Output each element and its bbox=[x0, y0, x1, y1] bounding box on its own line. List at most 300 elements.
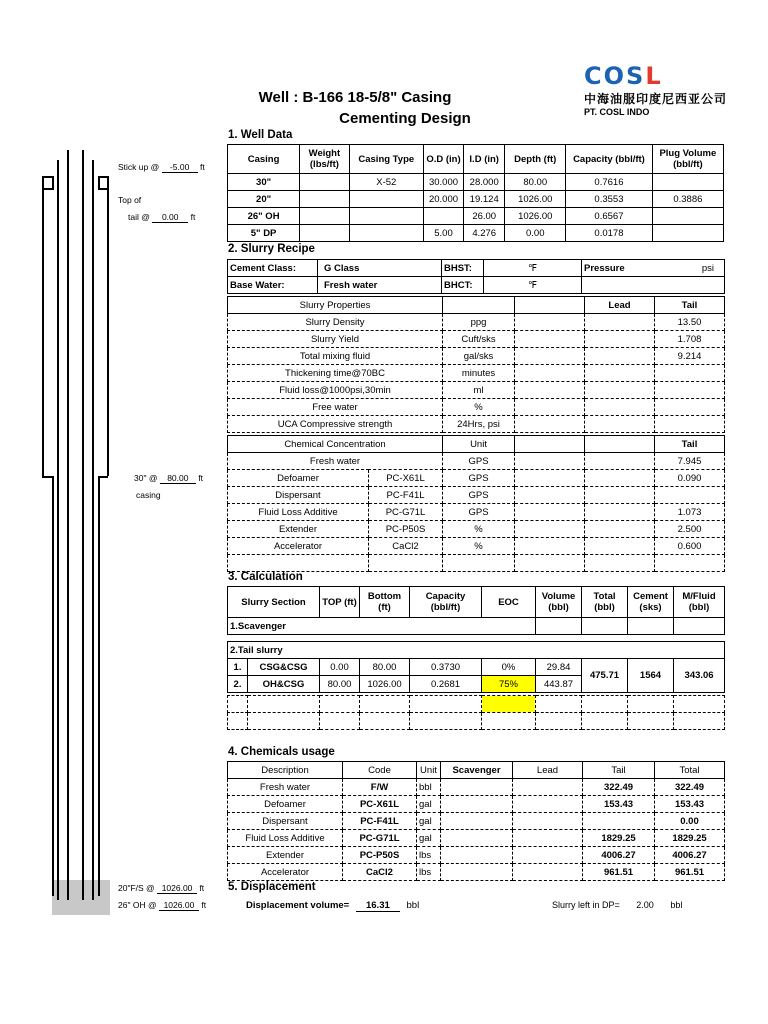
table-cell bbox=[515, 365, 585, 382]
pressure-cell bbox=[582, 260, 725, 277]
table-cell: PC-X61L bbox=[369, 470, 443, 487]
table-cell: 1026.00 bbox=[360, 676, 410, 693]
table-cell: Fluid Loss Additive bbox=[228, 830, 343, 847]
table-cell bbox=[582, 277, 725, 294]
col-header-capacity: Capacity (bbl/ft) bbox=[410, 587, 482, 618]
table-cell: Fluid loss@1000psi,30min bbox=[228, 382, 443, 399]
table-cell bbox=[585, 348, 655, 365]
table-cell: 0.7616 bbox=[566, 174, 653, 191]
table-header: Tail bbox=[655, 436, 725, 453]
table-cell: lbs bbox=[417, 847, 441, 864]
table-cell bbox=[655, 399, 725, 416]
table-cell: 1829.25 bbox=[583, 830, 655, 847]
section-well-data: 1. Well Data bbox=[228, 129, 293, 141]
well-data-header-row bbox=[228, 145, 724, 174]
table-header: Lead bbox=[585, 297, 655, 314]
table-cell: 13.50 bbox=[655, 314, 725, 331]
table-cell: 153.43 bbox=[655, 796, 725, 813]
table-cell: 29.84 bbox=[536, 659, 582, 676]
displacement-volume-unit: bbl bbox=[406, 900, 420, 911]
table-cell: 961.51 bbox=[655, 864, 725, 881]
table-cell: 9.214 bbox=[655, 348, 725, 365]
table-row bbox=[228, 830, 725, 847]
table-row bbox=[228, 659, 725, 676]
table-cell bbox=[515, 504, 585, 521]
col-header-casing: Casing bbox=[228, 145, 300, 174]
table-cell: 4.276 bbox=[464, 225, 505, 242]
table-cell bbox=[628, 713, 674, 730]
bhst-label: BHST: bbox=[442, 260, 484, 277]
table-cell bbox=[410, 713, 482, 730]
table-cell: 7.945 bbox=[655, 453, 725, 470]
table-cell bbox=[536, 618, 582, 635]
table-cell: lbs bbox=[417, 864, 441, 881]
well-data-table bbox=[227, 144, 724, 242]
calculation-header-table bbox=[227, 586, 725, 635]
col-header-tail: Tail bbox=[583, 762, 655, 779]
table-row bbox=[228, 504, 725, 521]
chemicals-header-row bbox=[228, 762, 725, 779]
slurry-left-label: Slurry left in DP= bbox=[552, 900, 620, 910]
table-cell: PC-X61L bbox=[343, 796, 417, 813]
table-cell: 0.3553 bbox=[566, 191, 653, 208]
table-cell: Extender bbox=[228, 521, 369, 538]
table-cell: UCA Compressive strength bbox=[228, 416, 443, 433]
col-header-unit: Unit bbox=[417, 762, 441, 779]
table-cell: Defoamer bbox=[228, 796, 343, 813]
slurry-left-unit: bbl bbox=[670, 900, 683, 910]
slurry-properties-header bbox=[228, 297, 725, 314]
table-cell bbox=[515, 453, 585, 470]
table-cell: 961.51 bbox=[583, 864, 655, 881]
eoc-highlight-cell bbox=[482, 696, 536, 713]
table-cell: gal bbox=[417, 813, 441, 830]
table-cell: Total mixing fluid bbox=[228, 348, 443, 365]
table-cell bbox=[652, 174, 723, 191]
table-row bbox=[228, 487, 725, 504]
table-cell: PC-F41L bbox=[369, 487, 443, 504]
table-cell: PC-P50S bbox=[343, 847, 417, 864]
table-cell: 1026.00 bbox=[505, 191, 566, 208]
pressure-label: Pressure bbox=[584, 262, 625, 274]
col-header-od: O.D (in) bbox=[423, 145, 463, 174]
col-header-eoc: EOC bbox=[482, 587, 536, 618]
table-cell: 4006.27 bbox=[655, 847, 725, 864]
table-cell bbox=[515, 521, 585, 538]
col-header-plug-volume: Plug Volume (bbl/ft) bbox=[652, 145, 723, 174]
table-cell bbox=[443, 555, 515, 572]
table-row bbox=[228, 453, 725, 470]
table-cell bbox=[515, 416, 585, 433]
table-row bbox=[228, 174, 724, 191]
table-cell: Slurry Yield bbox=[228, 331, 443, 348]
table-cell: 5.00 bbox=[423, 225, 463, 242]
col-header-cement: Cement (sks) bbox=[628, 587, 674, 618]
table-cell bbox=[441, 830, 513, 847]
table-header bbox=[515, 436, 585, 453]
table-cell bbox=[300, 174, 349, 191]
table-cell: 322.49 bbox=[583, 779, 655, 796]
table-cell bbox=[300, 225, 349, 242]
casing-word-label: casing bbox=[136, 490, 161, 500]
table-row bbox=[228, 365, 725, 382]
table-cell bbox=[349, 208, 423, 225]
col-header-lead: Lead bbox=[513, 762, 583, 779]
table-cell: 30.000 bbox=[423, 174, 463, 191]
table-cell bbox=[228, 713, 248, 730]
table-cell bbox=[585, 399, 655, 416]
table-row bbox=[228, 208, 724, 225]
table-cell: OH&CSG bbox=[248, 676, 320, 693]
table-cell: CaCl2 bbox=[369, 538, 443, 555]
table-cell bbox=[655, 555, 725, 572]
table-cell: 1026.00 bbox=[505, 208, 566, 225]
cement-sks-value: 1564 bbox=[628, 659, 674, 693]
table-row bbox=[228, 348, 725, 365]
table-cell bbox=[585, 331, 655, 348]
table-header: Chemical Concentration bbox=[228, 436, 443, 453]
table-cell bbox=[513, 796, 583, 813]
table-cell bbox=[655, 416, 725, 433]
table-cell bbox=[655, 487, 725, 504]
table-cell bbox=[585, 453, 655, 470]
table-row bbox=[228, 796, 725, 813]
table-cell: Cuft/sks bbox=[443, 331, 515, 348]
table-row bbox=[228, 314, 725, 331]
table-cell bbox=[515, 487, 585, 504]
col-header-casing-type: Casing Type bbox=[349, 145, 423, 174]
table-cell: Fluid Loss Additive bbox=[228, 504, 369, 521]
table-cell: Fresh water bbox=[228, 453, 443, 470]
top-of-label: Top of bbox=[118, 195, 142, 205]
table-cell bbox=[410, 696, 482, 713]
table-cell bbox=[585, 521, 655, 538]
col-header-id: I.D (in) bbox=[464, 145, 505, 174]
table-row bbox=[228, 225, 724, 242]
cement-fill-bottom bbox=[52, 880, 110, 915]
table-cell: 153.43 bbox=[583, 796, 655, 813]
table-cell bbox=[349, 191, 423, 208]
table-cell bbox=[515, 555, 585, 572]
bhst-unit: ℉ bbox=[484, 260, 582, 277]
displacement-volume-value: 16.31 bbox=[356, 900, 400, 912]
page-title-line1: Well : B-166 18-5/8" Casing bbox=[258, 89, 452, 106]
table-cell bbox=[652, 225, 723, 242]
table-cell: ppg bbox=[443, 314, 515, 331]
table-cell: 0.600 bbox=[655, 538, 725, 555]
col-header-top: TOP (ft) bbox=[320, 587, 360, 618]
table-header: Tail bbox=[655, 297, 725, 314]
table-cell bbox=[248, 713, 320, 730]
table-cell: ml bbox=[443, 382, 515, 399]
table-cell bbox=[513, 813, 583, 830]
col-header-bottom: Bottom (ft) bbox=[360, 587, 410, 618]
table-cell: 80.00 bbox=[320, 676, 360, 693]
table-cell: 0% bbox=[482, 659, 536, 676]
col-header-code: Code bbox=[343, 762, 417, 779]
table-cell bbox=[628, 696, 674, 713]
table-cell: Defoamer bbox=[228, 470, 369, 487]
scavenger-row bbox=[228, 618, 725, 635]
table-header: Slurry Properties bbox=[228, 297, 443, 314]
table-row bbox=[228, 538, 725, 555]
table-cell bbox=[441, 847, 513, 864]
table-cell: 26.00 bbox=[464, 208, 505, 225]
table-cell bbox=[423, 208, 463, 225]
table-cell bbox=[441, 813, 513, 830]
table-row bbox=[228, 521, 725, 538]
table-cell bbox=[652, 208, 723, 225]
table-cell: bbl bbox=[417, 779, 441, 796]
table-cell bbox=[441, 864, 513, 881]
section-chemicals-usage: 4. Chemicals usage bbox=[228, 746, 335, 758]
cement-class-value: G Class bbox=[318, 260, 442, 277]
table-cell: 0.2681 bbox=[410, 676, 482, 693]
table-cell bbox=[360, 713, 410, 730]
table-cell bbox=[248, 696, 320, 713]
table-cell: F/W bbox=[343, 779, 417, 796]
table-cell: Dispersant bbox=[228, 487, 369, 504]
table-cell bbox=[515, 399, 585, 416]
table-cell: Extender bbox=[228, 847, 343, 864]
slurry-properties-table bbox=[227, 296, 725, 433]
table-cell bbox=[513, 847, 583, 864]
table-row bbox=[228, 382, 725, 399]
pressure-unit: psi bbox=[701, 262, 714, 274]
table-cell: 4006.27 bbox=[583, 847, 655, 864]
col-header-volume: Volume (bbl) bbox=[536, 587, 582, 618]
table-cell: GPS bbox=[443, 470, 515, 487]
table-cell: Accelerator bbox=[228, 538, 369, 555]
base-water-label: Base Water: bbox=[228, 277, 318, 294]
col-header-description: Description bbox=[228, 762, 343, 779]
table-cell bbox=[536, 696, 582, 713]
table-cell bbox=[441, 779, 513, 796]
logo-subtitle: PT. COSL INDO bbox=[584, 107, 650, 117]
table-cell bbox=[674, 618, 725, 635]
table-cell: % bbox=[443, 399, 515, 416]
table-cell bbox=[515, 470, 585, 487]
col-header-total: Total bbox=[655, 762, 725, 779]
col-header-mfluid: M/Fluid (bbl) bbox=[674, 587, 725, 618]
table-cell: 1829.25 bbox=[655, 830, 725, 847]
table-cell: Free water bbox=[228, 399, 443, 416]
table-cell bbox=[300, 191, 349, 208]
table-cell: GPS bbox=[443, 487, 515, 504]
slurry-left-row bbox=[552, 900, 682, 910]
table-cell: 24Hrs, psi bbox=[443, 416, 515, 433]
table-cell: PC-G71L bbox=[369, 504, 443, 521]
table-cell: 2.500 bbox=[655, 521, 725, 538]
table-cell: Dispersant bbox=[228, 813, 343, 830]
tail-slurry-table bbox=[227, 641, 725, 693]
table-row bbox=[228, 399, 725, 416]
table-cell bbox=[300, 208, 349, 225]
table-cell: 2. bbox=[228, 676, 248, 693]
table-cell: % bbox=[443, 538, 515, 555]
displacement-volume-label: Displacement volume= bbox=[246, 900, 350, 911]
base-water-value: Fresh water bbox=[318, 277, 442, 294]
section-displacement: 5. Displacement bbox=[228, 881, 316, 893]
table-row bbox=[228, 331, 725, 348]
table-row bbox=[228, 779, 725, 796]
table-cell: 80.00 bbox=[505, 174, 566, 191]
table-row bbox=[228, 277, 725, 294]
table-cell: 0.00 bbox=[655, 813, 725, 830]
table-cell bbox=[585, 365, 655, 382]
chemicals-usage-table bbox=[227, 761, 725, 881]
col-header-capacity: Capacity (bbl/ft) bbox=[566, 145, 653, 174]
col-header-slurry-section: Slurry Section bbox=[228, 587, 320, 618]
col-header-weight: Weight (lbs/ft) bbox=[300, 145, 349, 174]
table-cell: 1. bbox=[228, 659, 248, 676]
tail-depth-label: tail @ 0.00 ft bbox=[128, 212, 196, 222]
table-cell: 30" bbox=[228, 174, 300, 191]
table-header bbox=[585, 436, 655, 453]
table-header: Unit bbox=[443, 436, 515, 453]
table-cell: Fresh water bbox=[228, 779, 343, 796]
table-cell: 322.49 bbox=[655, 779, 725, 796]
table-cell bbox=[655, 382, 725, 399]
total-bbl-value: 475.71 bbox=[582, 659, 628, 693]
page-title-line2: Cementing Design bbox=[339, 110, 471, 127]
chemical-header-row bbox=[228, 436, 725, 453]
table-row bbox=[228, 416, 725, 433]
logo-chinese-name: 中海油服印度尼西亚公司 bbox=[584, 92, 728, 106]
table-row bbox=[228, 864, 725, 881]
table-cell: minutes bbox=[443, 365, 515, 382]
table-cell: 443.87 bbox=[536, 676, 582, 693]
table-cell: Slurry Density bbox=[228, 314, 443, 331]
table-cell bbox=[513, 779, 583, 796]
table-cell: PC-F41L bbox=[343, 813, 417, 830]
eoc-highlight-cell: 75% bbox=[482, 676, 536, 693]
table-row bbox=[228, 555, 725, 572]
table-cell: GPS bbox=[443, 504, 515, 521]
table-cell bbox=[228, 696, 248, 713]
oh26-depth-label: 26" OH @ 1026.00 ft bbox=[118, 900, 207, 910]
table-row bbox=[228, 813, 725, 830]
table-cell: Accelerator bbox=[228, 864, 343, 881]
table-cell: 26" OH bbox=[228, 208, 300, 225]
table-cell bbox=[585, 416, 655, 433]
table-cell: 0.3886 bbox=[652, 191, 723, 208]
table-cell bbox=[515, 331, 585, 348]
cosl-logo-text: COSL bbox=[584, 62, 663, 90]
tail-slurry-label: 2.Tail slurry bbox=[228, 642, 725, 659]
table-cell bbox=[585, 504, 655, 521]
casing30-depth-label: 30" @ 80.00 ft bbox=[134, 473, 203, 483]
table-cell bbox=[349, 225, 423, 242]
mfluid-bbl-value: 343.06 bbox=[674, 659, 725, 693]
table-cell bbox=[320, 696, 360, 713]
table-cell bbox=[585, 314, 655, 331]
table-cell: 28.000 bbox=[464, 174, 505, 191]
table-cell: PC-G71L bbox=[343, 830, 417, 847]
section-slurry-recipe: 2. Slurry Recipe bbox=[228, 243, 315, 255]
table-cell: 0.090 bbox=[655, 470, 725, 487]
table-header bbox=[515, 297, 585, 314]
table-cell bbox=[369, 555, 443, 572]
table-row bbox=[228, 713, 725, 730]
table-cell bbox=[585, 487, 655, 504]
bhct-unit: ℉ bbox=[484, 277, 582, 294]
table-cell: 5" DP bbox=[228, 225, 300, 242]
table-cell bbox=[536, 713, 582, 730]
table-cell bbox=[582, 713, 628, 730]
bhct-label: BHCT: bbox=[442, 277, 484, 294]
table-cell: 1.073 bbox=[655, 504, 725, 521]
table-cell bbox=[515, 538, 585, 555]
scavenger-label: 1.Scavenger bbox=[228, 618, 536, 635]
table-cell bbox=[582, 618, 628, 635]
table-cell bbox=[585, 555, 655, 572]
table-cell bbox=[515, 382, 585, 399]
table-cell: 0.6567 bbox=[566, 208, 653, 225]
table-cell bbox=[513, 830, 583, 847]
table-cell bbox=[585, 538, 655, 555]
table-cell bbox=[655, 365, 725, 382]
table-cell: GPS bbox=[443, 453, 515, 470]
slurry-conditions-table bbox=[227, 259, 725, 294]
company-logo bbox=[584, 62, 734, 117]
table-cell: 20.000 bbox=[423, 191, 463, 208]
fs20-depth-label: 20"F/S @ 1026.00 ft bbox=[118, 883, 205, 893]
stick-up-label: Stick up @ -5.00 ft bbox=[118, 162, 205, 172]
chemical-concentration-table bbox=[227, 435, 725, 572]
table-cell: 20" bbox=[228, 191, 300, 208]
table-header bbox=[443, 297, 515, 314]
table-row bbox=[228, 191, 724, 208]
table-cell: Thickening time@70BC bbox=[228, 365, 443, 382]
table-cell: 0.00 bbox=[320, 659, 360, 676]
table-cell: gal bbox=[417, 796, 441, 813]
displacement-volume-row bbox=[246, 900, 419, 912]
tail-slurry-label-row bbox=[228, 642, 725, 659]
calculation-header-row bbox=[228, 587, 725, 618]
table-row bbox=[228, 696, 725, 713]
table-cell: 80.00 bbox=[360, 659, 410, 676]
table-cell bbox=[582, 696, 628, 713]
table-cell: % bbox=[443, 521, 515, 538]
table-cell: 0.0178 bbox=[566, 225, 653, 242]
table-row bbox=[228, 847, 725, 864]
table-cell bbox=[515, 348, 585, 365]
table-cell: CaCl2 bbox=[343, 864, 417, 881]
table-cell bbox=[441, 796, 513, 813]
cement-class-label: Cement Class: bbox=[228, 260, 318, 277]
col-header-depth: Depth (ft) bbox=[505, 145, 566, 174]
col-header-total: Total (bbl) bbox=[582, 587, 628, 618]
table-cell bbox=[228, 555, 369, 572]
table-row bbox=[228, 260, 725, 277]
table-cell bbox=[515, 314, 585, 331]
table-cell: CSG&CSG bbox=[248, 659, 320, 676]
table-cell bbox=[320, 713, 360, 730]
table-cell: X-52 bbox=[349, 174, 423, 191]
table-row bbox=[228, 470, 725, 487]
table-cell bbox=[585, 470, 655, 487]
table-cell: 0.3730 bbox=[410, 659, 482, 676]
table-cell bbox=[482, 713, 536, 730]
table-cell: 0.00 bbox=[505, 225, 566, 242]
section-calculation: 3. Calculation bbox=[228, 571, 303, 583]
slurry-left-value: 2.00 bbox=[636, 900, 654, 910]
table-cell: gal/sks bbox=[443, 348, 515, 365]
table-cell: 19.124 bbox=[464, 191, 505, 208]
table-cell bbox=[585, 382, 655, 399]
calculation-empty-table bbox=[227, 695, 725, 730]
